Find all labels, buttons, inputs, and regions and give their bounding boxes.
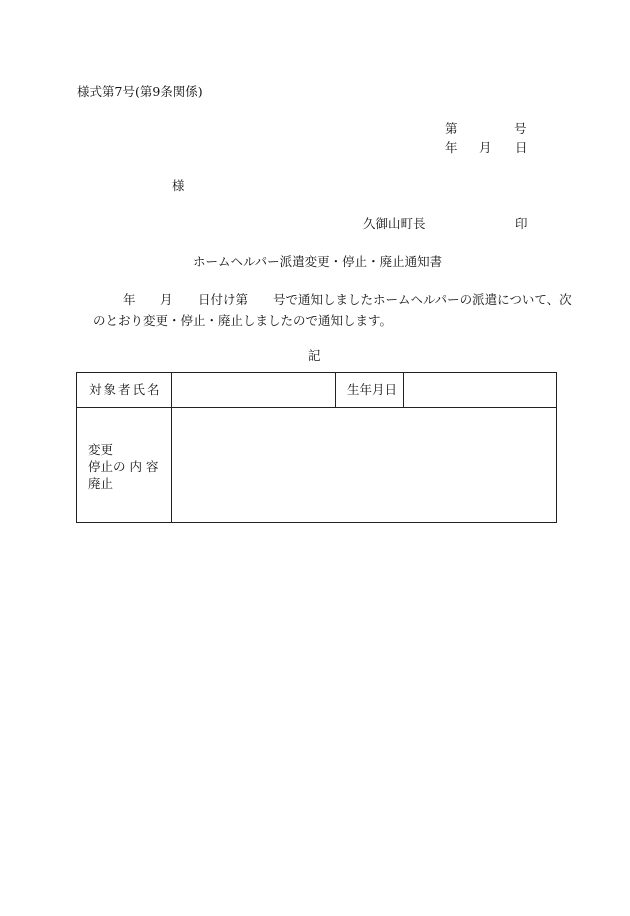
date-of-birth-label: 生年月日 (347, 382, 398, 397)
table-divider (171, 373, 172, 522)
table-divider (335, 373, 336, 407)
ki-heading: 記 (308, 348, 321, 363)
form-number: 様式第7号(第9条関係) (77, 84, 203, 99)
change-content-label-line-3: 廃止 (88, 476, 114, 491)
date-day-label: 日 (515, 140, 528, 155)
document-number-suffix: 号 (514, 121, 527, 136)
table-divider (77, 407, 556, 408)
issuer-seal: 印 (515, 216, 528, 231)
body-text-line-1: 日付け第 号で通知しましたホームヘルパーの派遣について、次 (198, 292, 572, 307)
name-label: 対象者氏名 (89, 382, 162, 397)
date-year-label: 年 (445, 140, 458, 155)
change-content-label-line-1: 変更 (88, 442, 114, 457)
addressee-honorific: 様 (172, 178, 185, 193)
body-year-label: 年 (123, 292, 136, 307)
date-month-label: 月 (479, 140, 492, 155)
body-month-label: 月 (160, 292, 173, 307)
table-divider (403, 373, 404, 407)
record-table (76, 372, 557, 523)
change-content-label-line-2: 停止の 内 容 (88, 459, 159, 474)
issuer-title: 久御山町長 (363, 216, 426, 231)
document-title: ホームヘルパー派遣変更・停止・廃止通知書 (193, 254, 443, 269)
document-number-prefix: 第 (445, 121, 458, 136)
body-text-line-2: のとおり変更・停止・廃止しましたので通知します。 (93, 313, 393, 328)
